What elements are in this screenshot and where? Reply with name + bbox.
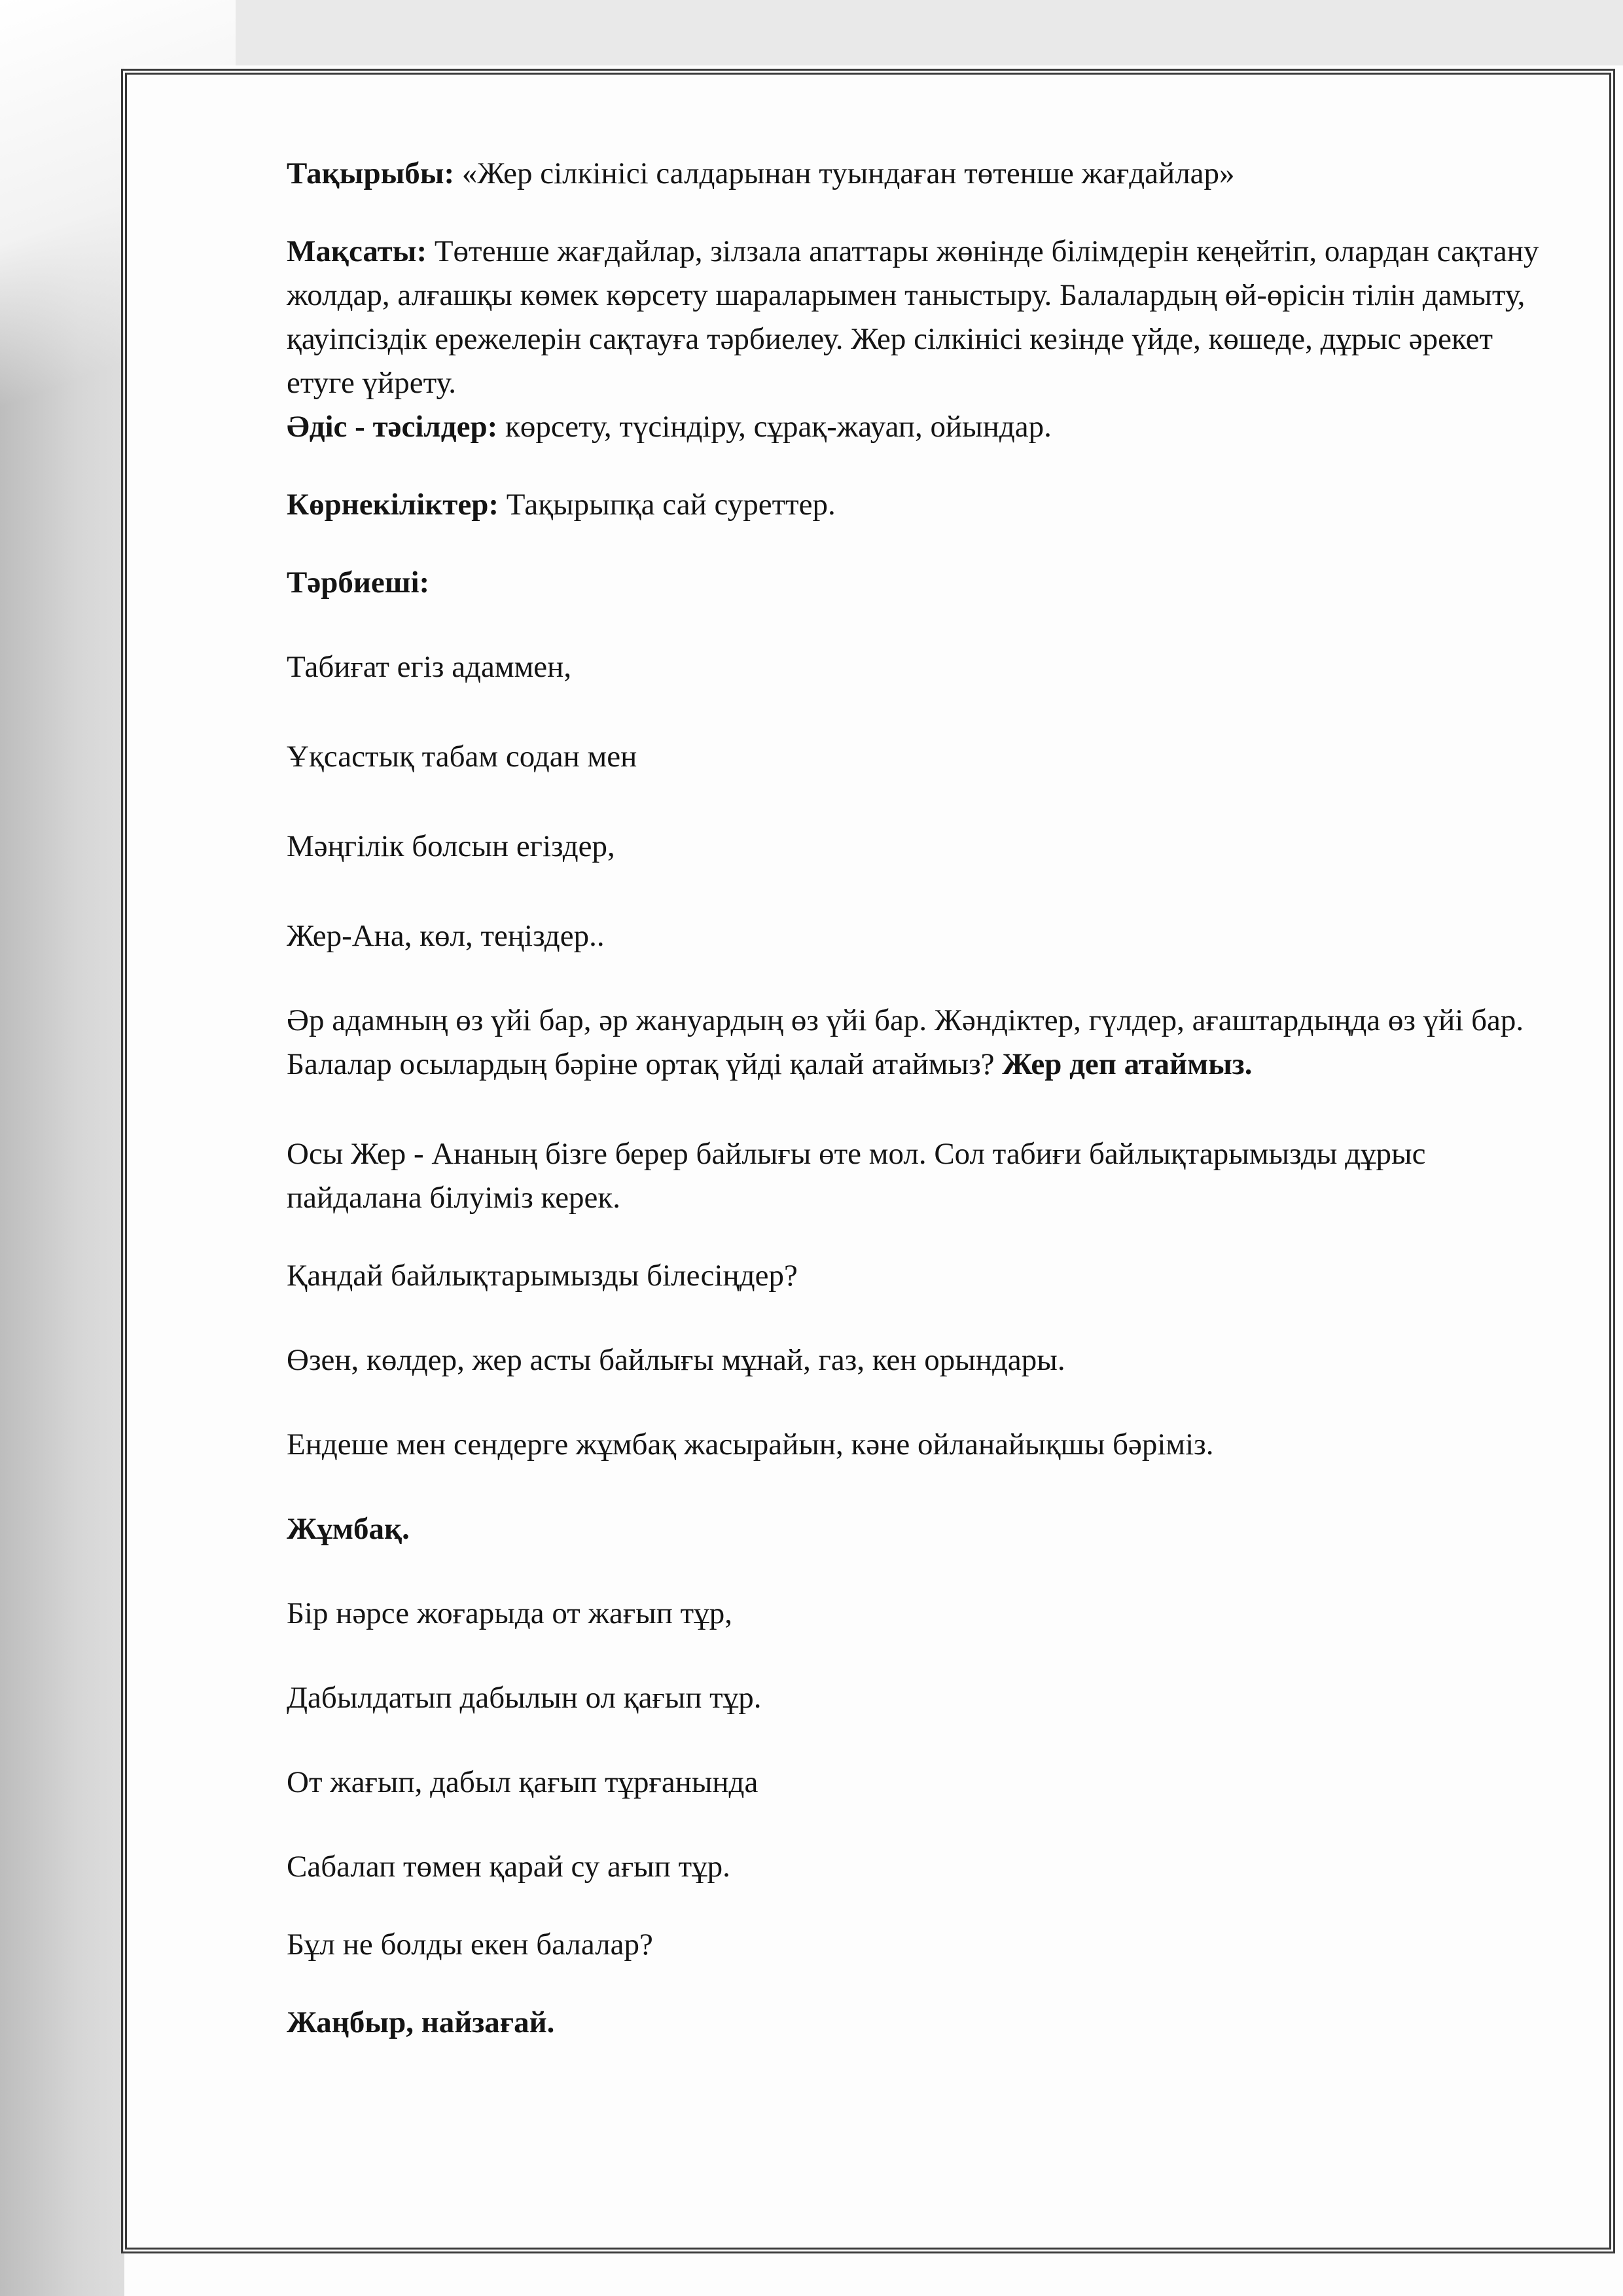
riddle-intro: Ендеше мен сендерге жұмбақ жасырайын, кәне ойланайықшы бәріміз.	[287, 1427, 1214, 1462]
visuals-text: Тақырыпқа сай суреттер.	[499, 488, 836, 522]
teacher-label: Тәрбиеші:	[287, 565, 430, 600]
poem-line-2: Ұқсастық табам содан мен	[287, 740, 637, 774]
topic-line	[287, 152, 1556, 196]
wealth-paragraph: Осы Жер - Ананың бізге берер байлығы өте мол. Сол табиғи байлықтарымызды дұрыс пайдалана білуіміз керек.	[287, 1137, 1426, 1215]
poem-line-1: Табиғат егіз адаммен,	[287, 650, 572, 684]
methods-label: Әдіс - тәсілдер:	[287, 410, 498, 444]
goal-paragraph	[287, 230, 1556, 405]
methods-text: көрсету, түсіндіру, сұрақ-жауап, ойындар.	[497, 410, 1052, 444]
goal-text: Төтенше жағдайлар, зілзала апаттары жөнінде білімдерін кеңейтіп, олардан сақтану жолдар, алғашқы көмек көрсету шараларымен таныстыру. Балалардың өй-өрісін тілін дамыту, қауіпсіздік ережелерін сақтауға тәрбиелеу. Жер сілкінісі кезінде үйде, көшеде, дұрыс әрекет етуге үйрету.	[287, 234, 1539, 400]
riddle-line-4: Сабалап төмен қарай су ағып тұр.	[287, 1850, 730, 1884]
question-paragraph	[287, 999, 1556, 1086]
question-answer: Жер деп атаймыз.	[1002, 1047, 1253, 1081]
wealth-answer: Өзен, көлдер, жер асты байлығы мұнай, газ, кен орындары.	[287, 1343, 1065, 1377]
methods-line	[287, 405, 1556, 449]
riddle-line-1: Бір нәрсе жоғарыда от жағып тұр,	[287, 1596, 732, 1630]
poem-line-3: Мәңгілік болсын егіздер,	[287, 829, 615, 863]
document-body	[287, 152, 1556, 2045]
riddle-line-2: Дабылдатып дабылын ол қағып тұр.	[287, 1681, 762, 1715]
poem-line-4: Жер-Ана, көл, теңіздер..	[287, 919, 605, 953]
riddle-answer: Жаңбыр, найзағай.	[287, 2005, 555, 2039]
question-text: Әр адамның өз үйі бар, әр жануардың өз үйі бар. Жәндіктер, гүлдер, ағаштардыңда өз үйі бар. Балалар осылардың бәріне ортақ үйді қалай атаймыз?	[287, 1003, 1524, 1081]
riddle-title: Жұмбақ.	[287, 1512, 410, 1546]
wealth-question: Қандай байлықтарымызды білесіңдер?	[287, 1259, 798, 1293]
visuals-line	[287, 483, 1556, 527]
visuals-label: Көрнекіліктер:	[287, 488, 499, 522]
riddle-question: Бұл не болды екен балалар?	[287, 1928, 653, 1962]
topic-label: Тақырыбы:	[287, 156, 455, 190]
goal-label: Мақсаты:	[287, 234, 427, 268]
riddle-line-3: От жағып, дабыл қағып тұрғанында	[287, 1765, 758, 1799]
topic-text: «Жер сілкінісі салдарынан туындаған төтенше жағдайлар»	[454, 156, 1235, 190]
